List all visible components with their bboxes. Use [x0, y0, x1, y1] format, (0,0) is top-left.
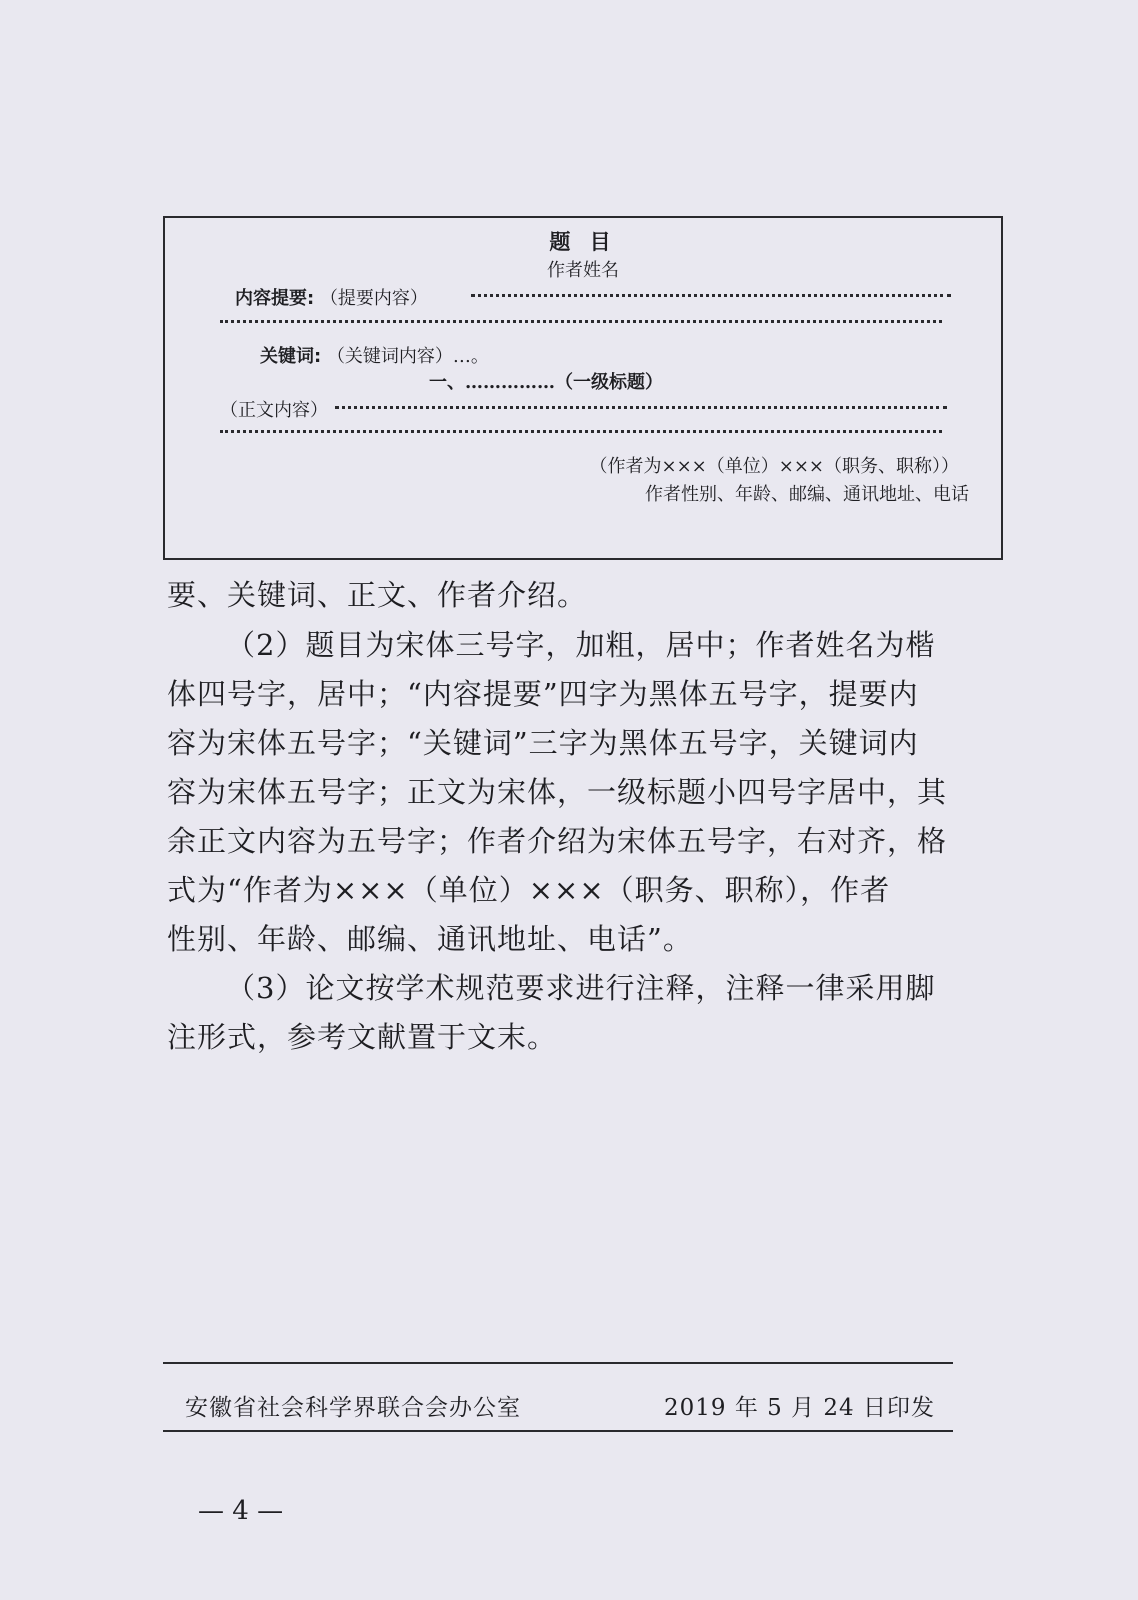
body-line-9: （3）论文按学术规范要求进行注释，注释一律采用脚 — [226, 971, 936, 1005]
body-line-1: 要、关键词、正文、作者介绍。 — [167, 578, 588, 612]
abstract-label: 内容提要: — [235, 288, 315, 309]
sample-body-value: （正文内容） — [220, 400, 328, 421]
body-line-7: 式为“作者为×××（单位）×××（职务、职称），作者 — [167, 873, 891, 907]
page-number: — 4 — — [198, 1496, 284, 1526]
body-line-3: 体四号字，居中；“内容提要”四字为黑体五号字，提要内 — [167, 677, 919, 711]
body-line-4: 容为宋体五号字；“关键词”三字为黑体五号字，关键词内 — [167, 726, 919, 760]
body-dots-2 — [220, 430, 942, 433]
body-line-6: 余正文内容为五号字；作者介绍为宋体五号字，右对齐，格 — [167, 824, 948, 858]
footer-issuer: 安徽省社会科学界联合会办公室 — [185, 1395, 521, 1421]
keywords-value: （关键词内容）…。 — [326, 346, 489, 367]
sample-author-name: 作者姓名 — [547, 260, 619, 281]
body-line-8: 性别、年龄、邮编、通讯地址、电话”。 — [167, 922, 693, 956]
body-dots — [335, 406, 947, 409]
sample-heading-line: 一、……………（一级标题） — [429, 372, 663, 393]
sample-author-line-2: 作者性别、年龄、邮编、通讯地址、电话 — [645, 484, 969, 505]
abstract-dots — [471, 294, 951, 297]
abstract-value: （提要内容） — [319, 288, 428, 309]
sample-keywords-line — [260, 342, 489, 368]
footer-top-rule — [163, 1362, 953, 1364]
body-line-10: 注形式，参考文献置于文末。 — [167, 1020, 558, 1054]
body-line-2: （2）题目为宋体三号字，加粗，居中；作者姓名为楷 — [226, 628, 936, 662]
sample-abstract-line — [235, 284, 428, 310]
body-line-5: 容为宋体五号字；正文为宋体，一级标题小四号字居中，其 — [167, 775, 948, 809]
sample-title: 题 目 — [549, 230, 617, 254]
sample-author-line-1: （作者为×××（单位）×××（职务、职称）） — [589, 456, 959, 477]
footer-bottom-rule — [163, 1430, 953, 1432]
abstract-dots-2 — [220, 320, 942, 323]
footer-date: 2019 年 5 月 24 日印发 — [664, 1395, 935, 1421]
keywords-label: 关键词: — [260, 346, 322, 367]
format-sample-box — [163, 216, 1003, 560]
